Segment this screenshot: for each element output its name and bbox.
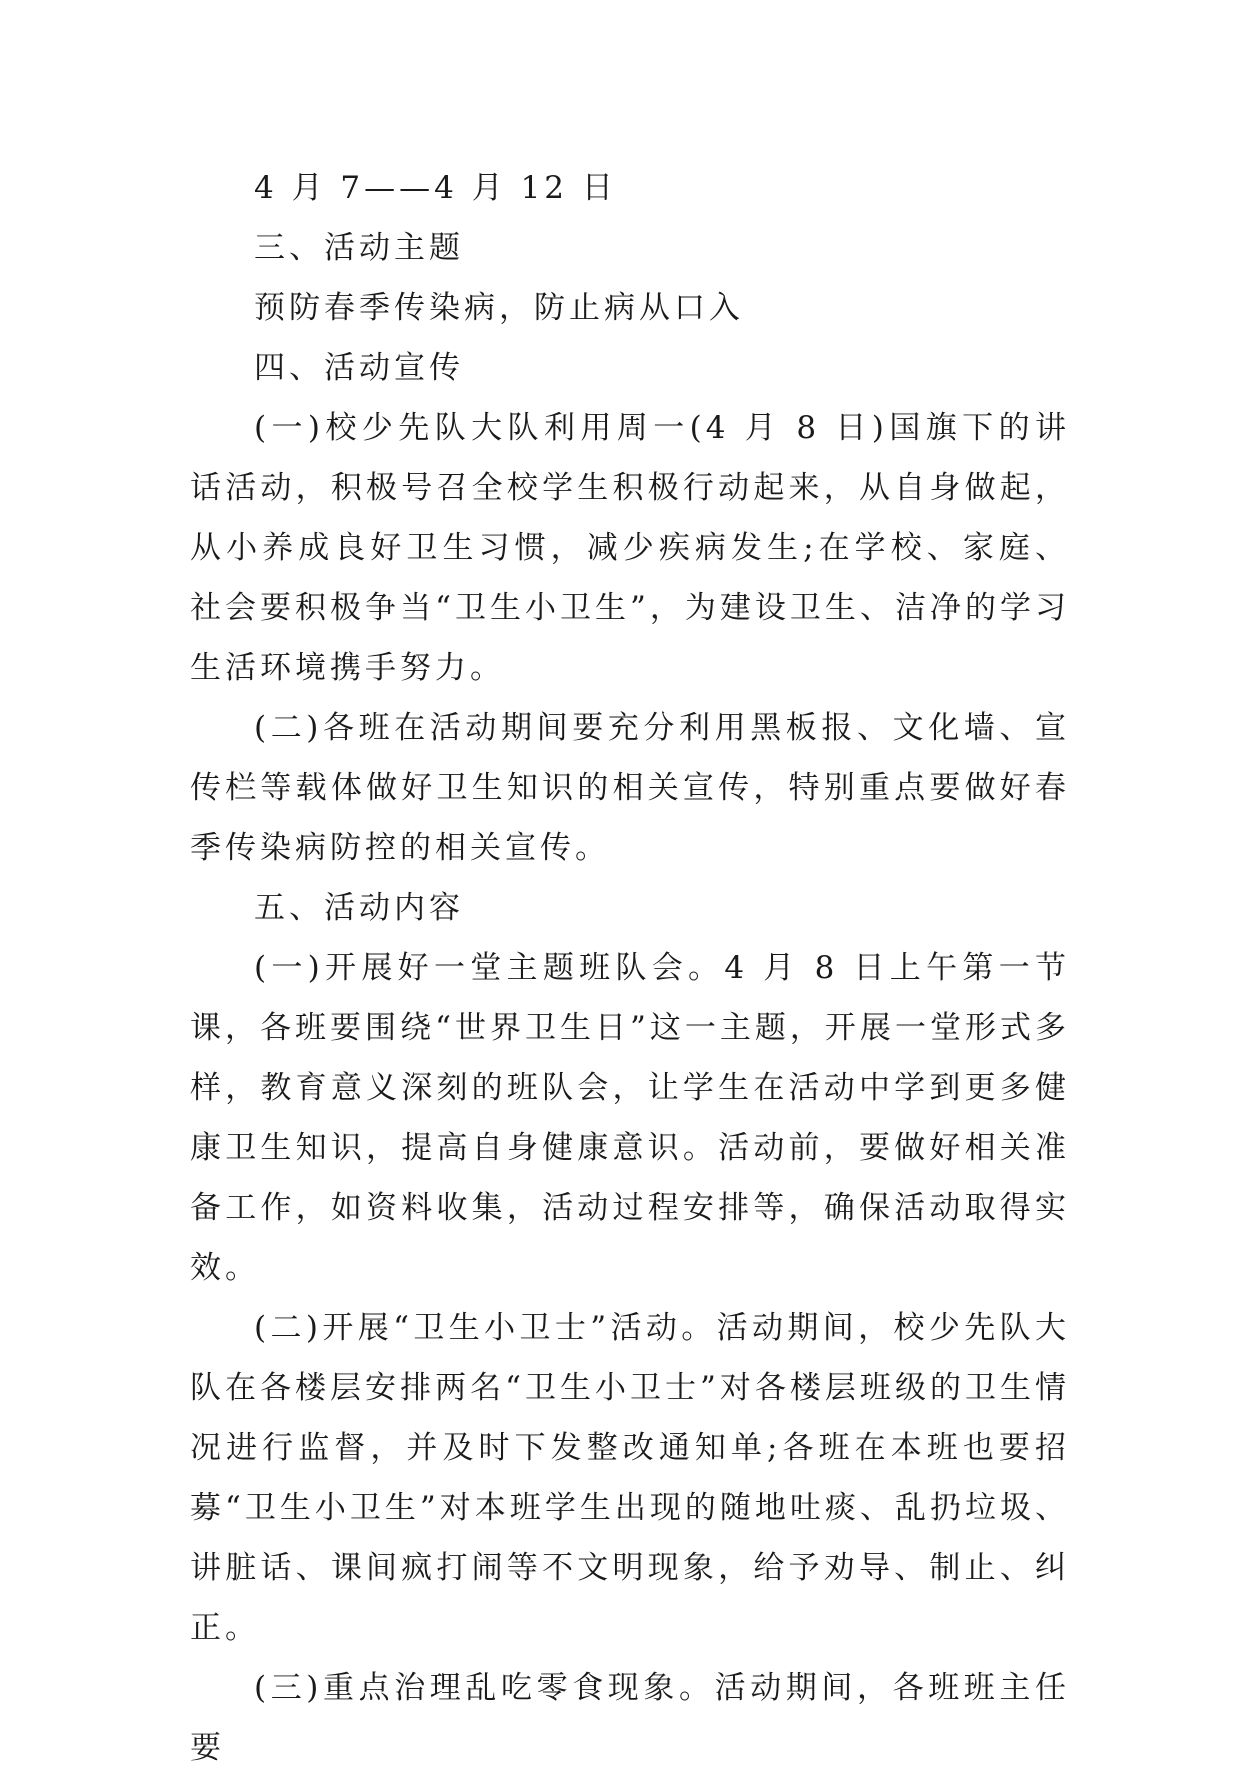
content-item-3: (三)重点治理乱吃零食现象。活动期间，各班班主任要 <box>190 1670 1070 1766</box>
publicity-item-2: (二)各班在活动期间要充分利用黑板报、文化墙、宣传栏等载体做好卫生知识的相关宣传，特别重点要做好春季传染病防控的相关宣传。 <box>190 710 1070 866</box>
content-item-1: (一)开展好一堂主题班队会。4 月 8 日上午第一节课，各班要围绕“世界卫生日”这一主题，开展一堂形式多样，教育意义深刻的班队会，让学生在活动中学到更多健康卫生知识，提高自身健康意识。活动前，要做好相关准备工作，如资料收集，活动过程安排等，确保活动取得实效。 <box>190 950 1070 1286</box>
date-range-line: 4 月 7——4 月 12 日 <box>254 170 617 206</box>
theme-text: 预防春季传染病，防止病从口入 <box>254 290 744 326</box>
section-heading-theme: 三、活动主题 <box>254 230 464 266</box>
section-heading-content: 五、活动内容 <box>254 890 464 926</box>
publicity-item-1: (一)校少先队大队利用周一(4 月 8 日)国旗下的讲话活动，积极号召全校学生积极行动起来，从自身做起，从小养成良好卫生习惯，减少疾病发生;在学校、家庭、社会要积极争当“卫生小卫生”，为建设卫生、洁净的学习生活环境携手努力。 <box>190 410 1070 686</box>
section-heading-publicity: 四、活动宣传 <box>254 350 464 386</box>
content-item-2: (二)开展“卫生小卫士”活动。活动期间，校少先队大队在各楼层安排两名“卫生小卫士”对各楼层班级的卫生情况进行监督，并及时下发整改通知单;各班在本班也要招募“卫生小卫生”对本班学生出现的随地吐痰、乱扔垃圾、讲脏话、课间疯打闹等不文明现象，给予劝导、制止、纠正。 <box>190 1310 1070 1646</box>
document-body <box>190 158 1070 1778</box>
